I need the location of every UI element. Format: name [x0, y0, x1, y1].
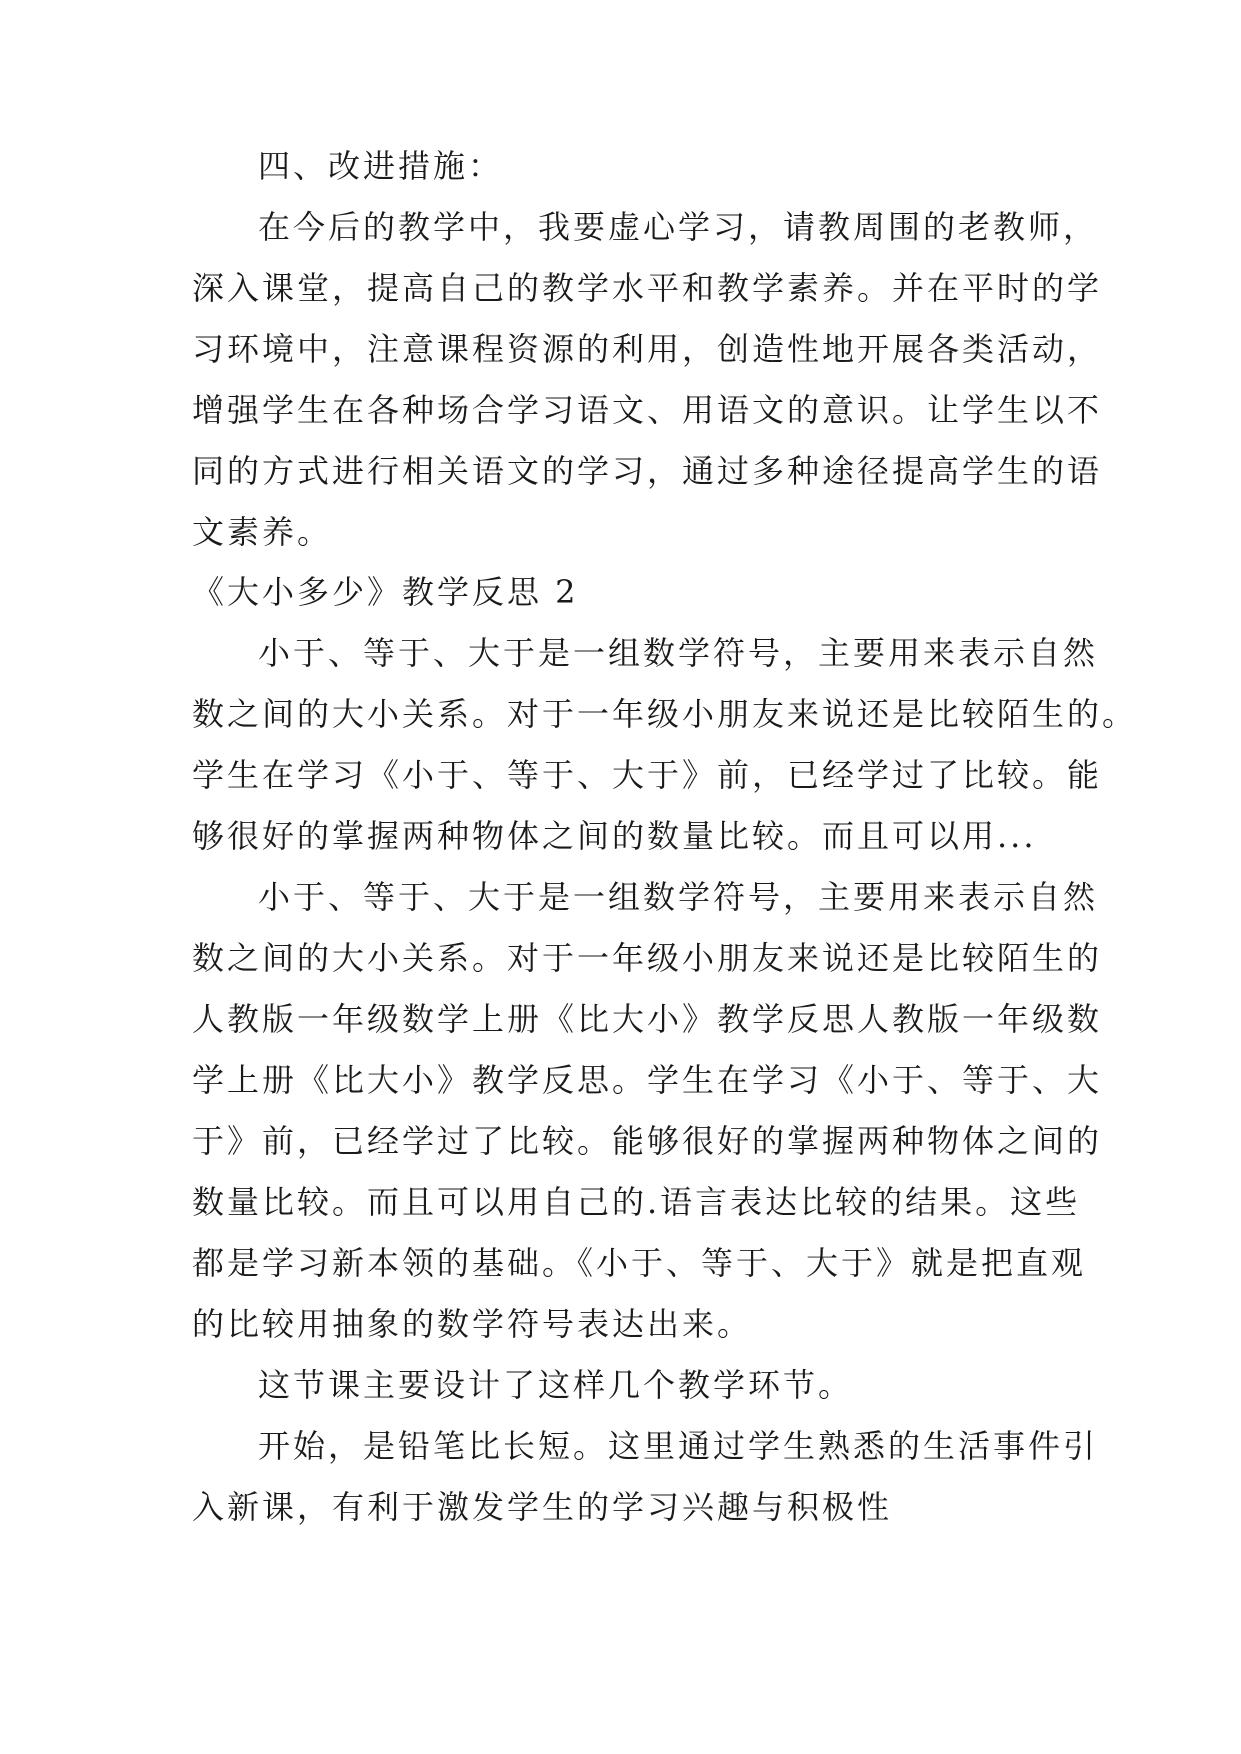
text-line: 习环境中，注意课程资源的利用，创造性地开展各类活动，: [192, 330, 1103, 368]
text-line: 入新课，有利于激发学生的学习兴趣与积极性: [192, 1488, 893, 1526]
article-title: 《大小多少》教学反思 2: [192, 573, 579, 611]
paragraph-improvement: [192, 197, 1103, 563]
text-line: 数之间的大小关系。对于一年级小朋友来说还是比较陌生的: [192, 939, 1103, 977]
text-line: 在今后的教学中，我要虚心学习，请教周围的老教师，: [258, 208, 1099, 246]
text-line: 增强学生在各种场合学习语文、用语文的意识。让学生以不: [192, 391, 1103, 429]
text-line: 开始，是铅笔比长短。这里通过学生熟悉的生活事件引: [258, 1427, 1099, 1465]
paragraph-intro-excerpt: [192, 623, 1138, 867]
text-line: 同的方式进行相关语文的学习，通过多种途径提高学生的语: [192, 452, 1103, 490]
text-line: 的比较用抽象的数学符号表达出来。: [192, 1305, 753, 1343]
paragraph-lesson-design: [192, 1355, 1050, 1416]
text-line: 于》前，已经学过了比较。能够很好的掌握两种物体之间的: [192, 1122, 1103, 1160]
text-line: 数之间的大小关系。对于一年级小朋友来说还是比较陌生的。: [192, 695, 1138, 733]
text-line: 小于、等于、大于是一组数学符号，主要用来表示自然: [258, 634, 1099, 672]
text-line: 文素养。: [192, 513, 333, 551]
text-line: 这节课主要设计了这样几个教学环节。: [258, 1366, 854, 1404]
section-heading: 四、改进措施：: [258, 147, 504, 185]
text-line: 都是学习新本领的基础。《小于、等于、大于》就是把直观: [192, 1244, 1087, 1282]
text-line: 人教版一年级数学上册《比大小》教学反思人教版一年级数: [192, 1000, 1103, 1038]
text-line: 学生在学习《小于、等于、大于》前，已经学过了比较。能: [192, 756, 1103, 794]
paragraph-opening: [192, 1416, 1099, 1538]
text-line: 小于、等于、大于是一组数学符号，主要用来表示自然: [258, 878, 1099, 916]
text-line: 数量比较。而且可以用自己的.语言表达比较的结果。这些: [192, 1183, 1081, 1221]
text-line: 学上册《比大小》教学反思。学生在学习《小于、等于、大: [192, 1061, 1103, 1099]
text-line: 够很好的掌握两种物体之间的数量比较。而且可以用...: [192, 817, 1037, 855]
text-line: 深入课堂，提高自己的教学水平和教学素养。并在平时的学: [192, 269, 1103, 307]
paragraph-body: [192, 867, 1103, 1355]
